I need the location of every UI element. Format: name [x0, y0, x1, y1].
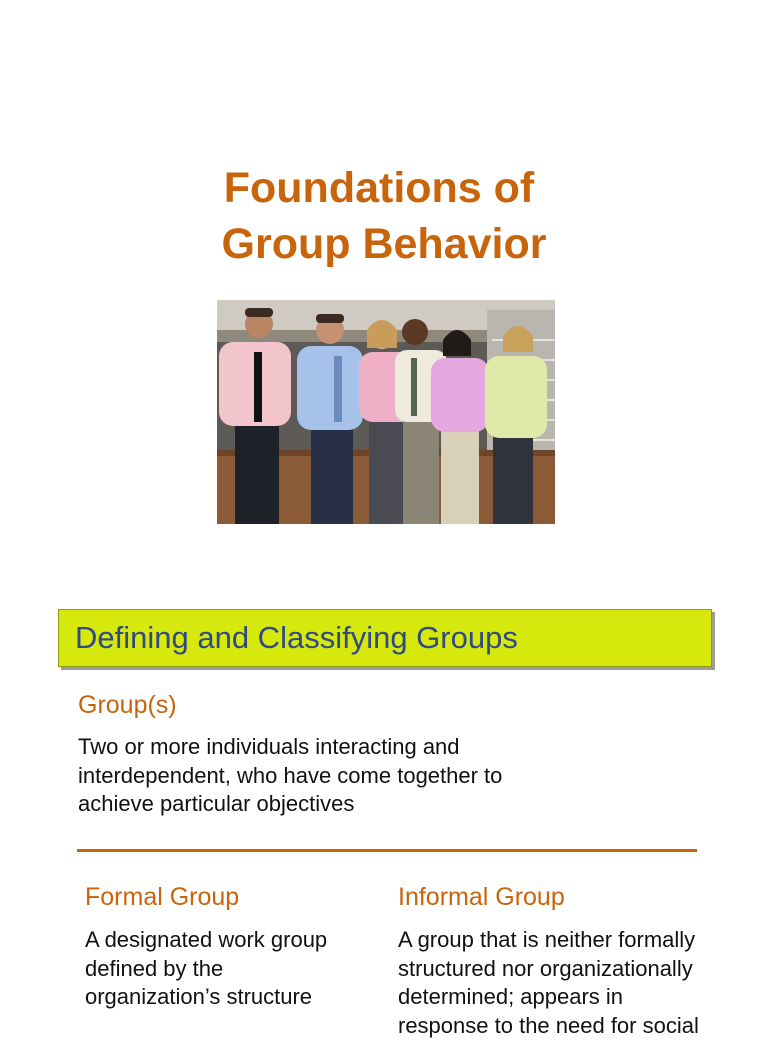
divider	[77, 849, 697, 852]
banner-title: Defining and Classifying Groups	[75, 620, 518, 656]
team-photo	[217, 300, 555, 524]
definition-line: organization’s structure	[85, 983, 327, 1012]
definition-line: determined; appears in	[398, 983, 768, 1012]
slide-title	[0, 160, 768, 272]
definition-line: achieve particular objectives	[78, 790, 502, 819]
definition-line: A designated work group	[85, 926, 327, 955]
section-banner	[58, 609, 712, 667]
definition-line: interdependent, who have come together to	[78, 762, 502, 791]
definition-line: structured nor organizationally	[398, 955, 768, 984]
definition-line: defined by the	[85, 955, 327, 984]
group-term: Group(s)	[78, 690, 177, 720]
formal-group-definition	[85, 926, 327, 1012]
definition-line: Two or more individuals interacting and	[78, 733, 502, 762]
definition-line: response to the need for social	[398, 1012, 768, 1040]
title-line-1: Foundations of	[0, 160, 768, 216]
informal-group-definition	[398, 926, 768, 1040]
group-definition	[78, 733, 502, 819]
team-photo-illustration	[217, 300, 555, 524]
informal-group-term: Informal Group	[398, 882, 565, 912]
title-line-2: Group Behavior	[0, 216, 768, 272]
definition-line: A group that is neither formally	[398, 926, 768, 955]
formal-group-term: Formal Group	[85, 882, 239, 912]
